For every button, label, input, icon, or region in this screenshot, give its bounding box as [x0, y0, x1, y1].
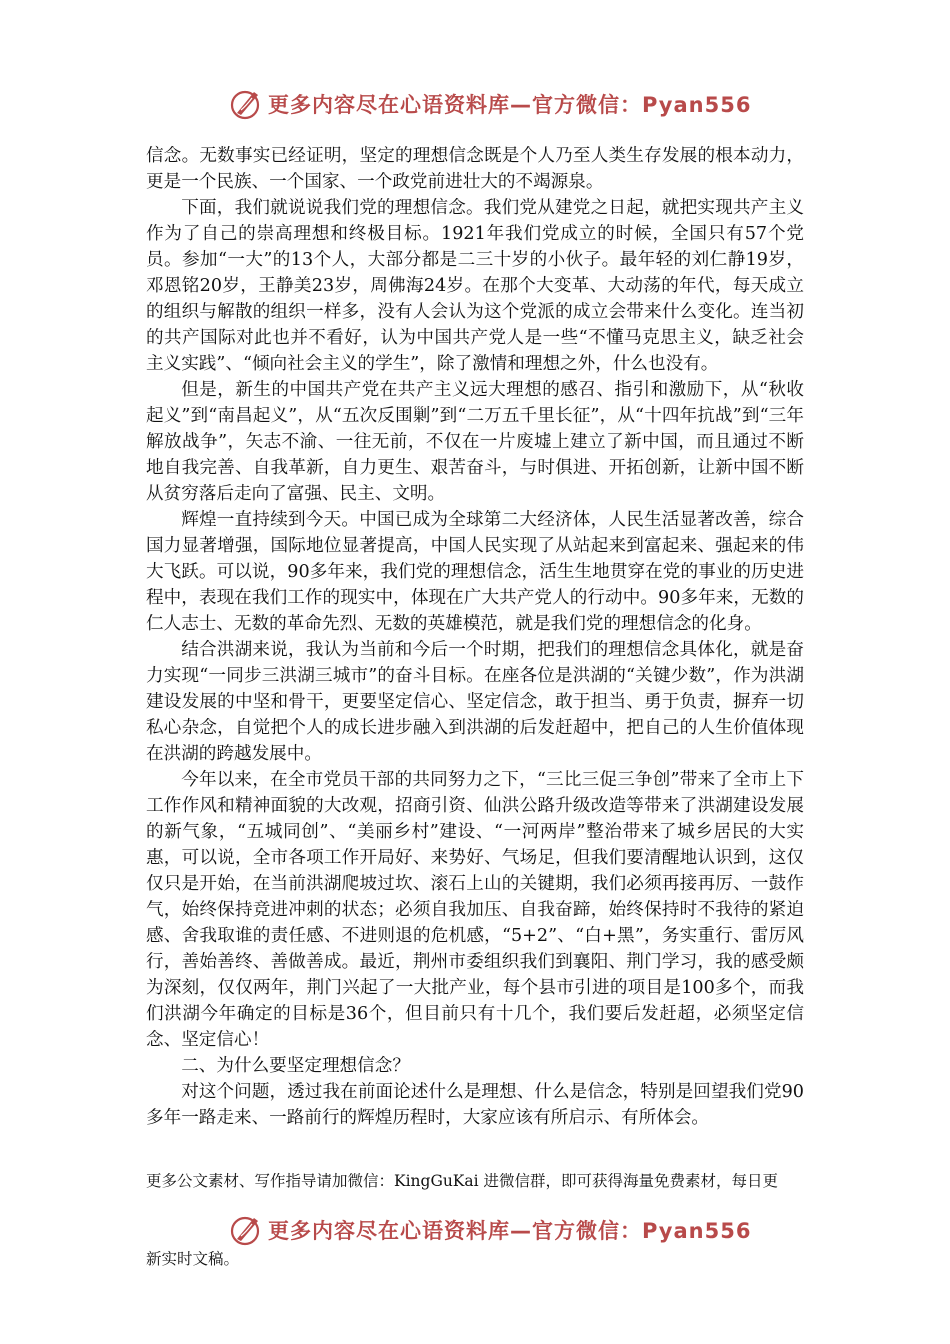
- paragraph: 结合洪湖来说，我认为当前和今后一个时期，把我们的理想信念具体化，就是奋力实现“一同步三洪湖三城市”的奋斗目标。在座各位是洪湖的“关键少数”，作为洪湖建设发展的中坚和骨干，更要坚定信心、坚定信念，敢于担当、勇于负责，摒弃一切私心杂念，自觉把个人的成长进步融入到洪湖的后发赶超中，把自己的人生价值体现在洪湖的跨越发展中。: [146, 640, 804, 764]
- footer-note-line1: 更多公文素材、写作指导请加微信：KingGuKai 进微信群，即可获得海量免费素材，每日更: [146, 1172, 779, 1190]
- paragraph: 下面，我们就说说我们党的理想信念。我们党从建党之日起，就把实现共产主义作为了自己的崇高理想和终极目标。1921年我们党成立的时候，全国只有57个党员。参加“一大”的13个人，大部分都是二三十岁的小伙子。最年轻的刘仁静19岁，邓恩铭20岁，王静美23岁，周佛海24岁。在那个大变革、大动荡的年代，每天成立的组织与解散的组织一样多，没有人会认为这个党派的成立会带来什么变化。连当初的共产国际对此也并不看好，认为中国共产党人是一些“不懂马克思主义，缺乏社会主义实践”、“倾向社会主义的学生”，除了激情和理想之外，什么也没有。: [146, 198, 804, 374]
- paragraph: 辉煌一直持续到今天。中国已成为全球第二大经济体，人民生活显著改善，综合国力显著增强，国际地位显著提高，中国人民实现了从站起来到富起来、强起来的伟大飞跃。可以说，90多年来，我们党的理想信念，活生生地贯穿在党的事业的历史进程中，表现在我们工作的现实中，体现在广大共产党人的行动中。90多年来，无数的仁人志士、无数的革命先烈、无数的英雄模范，就是我们党的理想信念的化身。: [146, 510, 804, 634]
- section-heading: 二、为什么要坚定理想信念？: [181, 1056, 410, 1076]
- document-body: [146, 143, 804, 1131]
- watermark-banner-bottom: [228, 1210, 751, 1250]
- quill-pen-circle-icon: [228, 86, 264, 122]
- paragraph: 信念。无数事实已经证明，坚定的理想信念既是个人乃至人类生存发展的根本动力，更是一个民族、一个国家、一个政党前进壮大的不竭源泉。: [146, 146, 804, 192]
- watermark-banner-top: [228, 84, 751, 124]
- paragraph: 今年以来，在全市党员干部的共同努力之下，“三比三促三争创”带来了全市上下工作作风和精神面貌的大改观，招商引资、仙洪公路升级改造等带来了洪湖建设发展的新气象，“五城同创”、“美丽乡村”建设、“一河两岸”整治带来了城乡居民的大实惠，可以说，全市各项工作开局好、来势好、气场足，但我们要清醒地认识到，这仅仅只是开始，在当前洪湖爬坡过坎、滚石上山的关键期，我们必须再接再厉、一鼓作气，始终保持竞进冲刺的状态；必须自我加压、自我奋蹄，始终保持时不我待的紧迫感、舍我取谁的责任感、不进则退的危机感，“5+2”、“白+黑”，务实重行、雷厉风行，善始善终、善做善成。最近，荆州市委组织我们到襄阳、荆门学习，我的感受颇为深刻，仅仅两年，荆门兴起了一大批产业，每个县市引进的项目是100多个，而我们洪湖今年确定的目标是36个，但目前只有十几个，我们要后发赶超，必须坚定信念、坚定信心！: [146, 770, 804, 1050]
- paragraph: 但是，新生的中国共产党在共产主义远大理想的感召、指引和激励下，从“秋收起义”到“南昌起义”，从“五次反围剿”到“二万五千里长征”，从“十四年抗战”到“三年解放战争”，矢志不渝、一往无前，不仅在一片废墟上建立了新中国，而且通过不断地自我完善、自我革新，自力更生、艰苦奋斗，与时俱进、开拓创新，让新中国不断从贫穷落后走向了富强、民主、文明。: [146, 380, 804, 504]
- watermark-text: 更多内容尽在心语资料库—官方微信：Pyan556: [268, 1219, 752, 1243]
- paragraph: 对这个问题，透过我在前面论述什么是理想、什么是信念，特别是回望我们党90多年一路走来、一路前行的辉煌历程时，大家应该有所启示、有所体会。: [146, 1082, 804, 1128]
- watermark-text: 更多内容尽在心语资料库—官方微信：Pyan556: [268, 93, 752, 117]
- quill-pen-circle-icon: [228, 1212, 264, 1248]
- footer-note-line2: 新实时文稿。: [146, 1250, 240, 1268]
